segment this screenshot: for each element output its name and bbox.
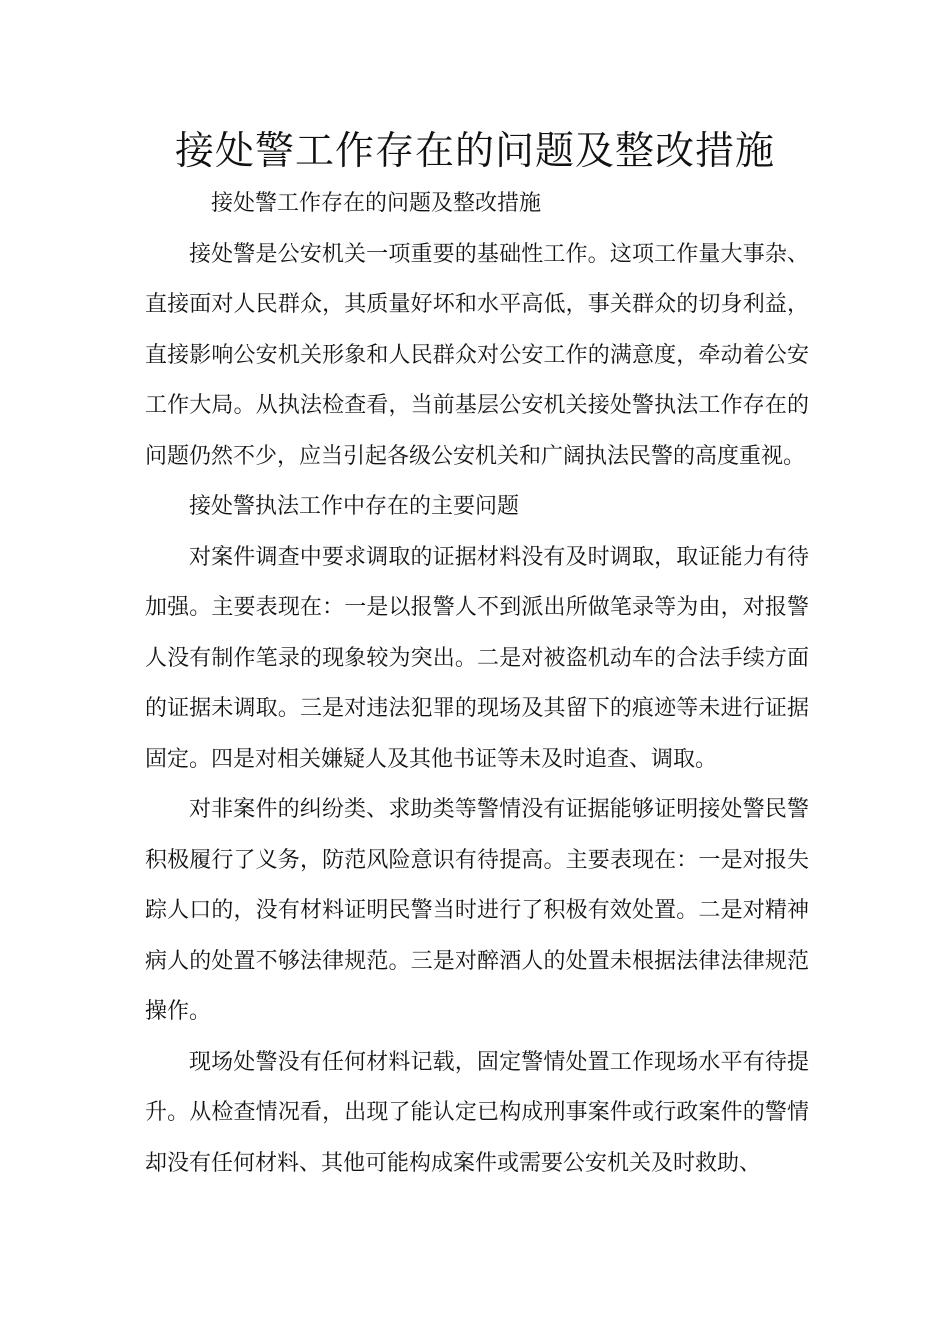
document-body <box>145 179 809 1189</box>
document-title: 接处警工作存在的问题及整改措施 <box>174 129 775 174</box>
paragraph-evidence-collection: 对案件调查中要求调取的证据材料没有及时调取，取证能力有待加强。主要表现在：一是以报警人不到派出所做笔录等为由，对报警人没有制作笔录的现象较为突出。二是对被盗机动车的合法手续方面的证据未调取。三是对违法犯罪的现场及其留下的痕迹等未进行证据固定。四是对相关嫌疑人及其他书证等未及时追查、调取。 <box>145 544 809 772</box>
document-subtitle: 接处警工作存在的问题及整改措施 <box>211 191 542 216</box>
paragraph-intro: 接处警是公安机关一项重要的基础性工作。这项工作量大事杂、直接面对人民群众，其质量好坏和水平高低，事关群众的切身利益，直接影响公安机关形象和人民群众对公安工作的满意度，牵动着公安工作大局。从执法检查看，当前基层公安机关接处警执法工作存在的问题仍然不少，应当引起各级公安机关和广阔执法民警的高度重视。 <box>145 241 809 469</box>
section-heading-main-problems: 接处警执法工作中存在的主要问题 <box>189 494 520 519</box>
paragraph-non-case-incidents: 对非案件的纠纷类、求助类等警情没有证据能够证明接处警民警积极履行了义务，防范风险意识有待提高。主要表现在：一是对报失踪人口的，没有材料证明民警当时进行了积极有效处置。二是对精神病人的处置不够法律规范。三是对醉酒人的处置未根据法律法律规范操作。 <box>145 797 809 1024</box>
paragraph-scene-records: 现场处警没有任何材料记载，固定警情处置工作现场水平有待提升。从检查情况看，出现了能认定已构成刑事案件或行政案件的警情却没有任何材料、其他可能构成案件或需要公安机关及时救助、 <box>145 1049 809 1176</box>
